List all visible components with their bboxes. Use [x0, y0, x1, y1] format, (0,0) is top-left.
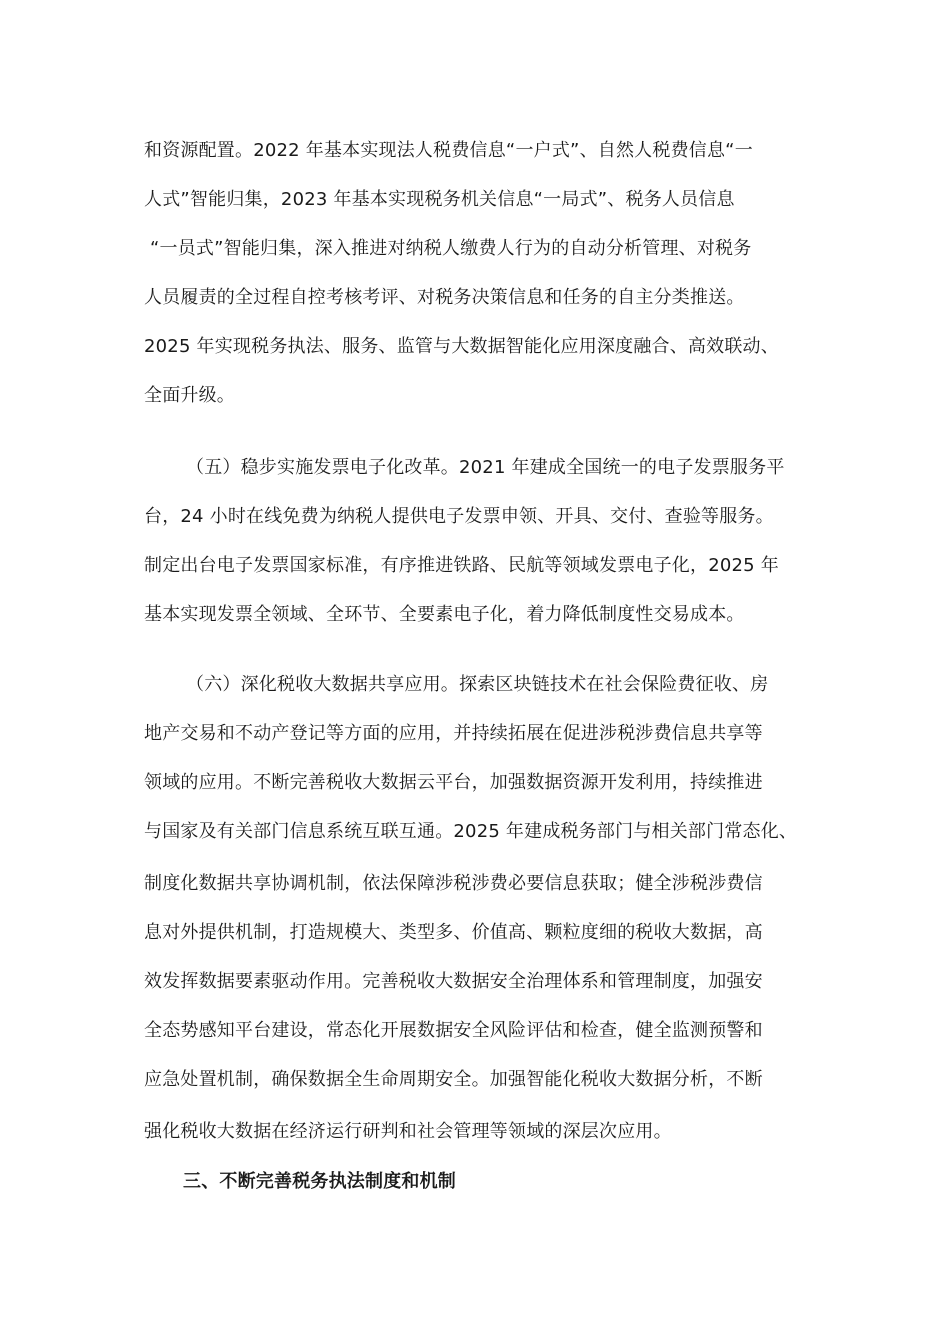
text-line: 台，24 小时在线免费为纳税人提供电子发票申领、开具、交付、查验等服务。	[144, 506, 774, 527]
text-line: 应急处置机制，确保数据全生命周期安全。加强智能化税收大数据分析，不断	[144, 1069, 763, 1090]
text-line: （五）稳步实施发票电子化改革。2021 年建成全国统一的电子发票服务平	[186, 457, 785, 478]
text-line: 制度化数据共享协调机制，依法保障涉税涉费必要信息获取；健全涉税涉费信	[144, 873, 763, 894]
text-line: 全态势感知平台建设，常态化开展数据安全风险评估和检查，健全监测预警和	[144, 1020, 763, 1041]
text-line: 领域的应用。不断完善税收大数据云平台，加强数据资源开发利用，持续推进	[144, 772, 763, 793]
text-line: 与国家及有关部门信息系统互联互通。2025 年建成税务部门与相关部门常态化、	[144, 821, 798, 842]
text-line: 2025 年实现税务执法、服务、监管与大数据智能化应用深度融合、高效联动、	[144, 336, 779, 357]
text-line: 效发挥数据要素驱动作用。完善税收大数据安全治理体系和管理制度，加强安	[144, 971, 763, 992]
text-line: “一员式”智能归集，深入推进对纳税人缴费人行为的自动分析管理、对税务	[150, 238, 752, 259]
text-line: 息对外提供机制，打造规模大、类型多、价值高、颗粒度细的税收大数据，高	[144, 922, 763, 943]
text-line: 地产交易和不动产登记等方面的应用，并持续拓展在促进涉税涉费信息共享等	[144, 723, 763, 744]
text-line: 和资源配置。2022 年基本实现法人税费信息“一户式”、自然人税费信息“一	[144, 140, 753, 161]
text-line: 人员履责的全过程自控考核考评、对税务决策信息和任务的自主分类推送。	[144, 287, 745, 308]
text-line: （六）深化税收大数据共享应用。探索区块链技术在社会保险费征收、房	[186, 674, 769, 695]
section-heading: 三、不断完善税务执法制度和机制	[183, 1171, 456, 1192]
text-line: 制定出台电子发票国家标准，有序推进铁路、民航等领域发票电子化，2025 年	[144, 555, 779, 576]
text-line: 强化税收大数据在经济运行研判和社会管理等领域的深层次应用。	[144, 1121, 672, 1142]
text-line: 全面升级。	[144, 385, 235, 406]
text-line: 基本实现发票全领域、全环节、全要素电子化，着力降低制度性交易成本。	[144, 604, 745, 625]
text-line: 人式”智能归集，2023 年基本实现税务机关信息“一局式”、税务人员信息	[144, 189, 735, 210]
